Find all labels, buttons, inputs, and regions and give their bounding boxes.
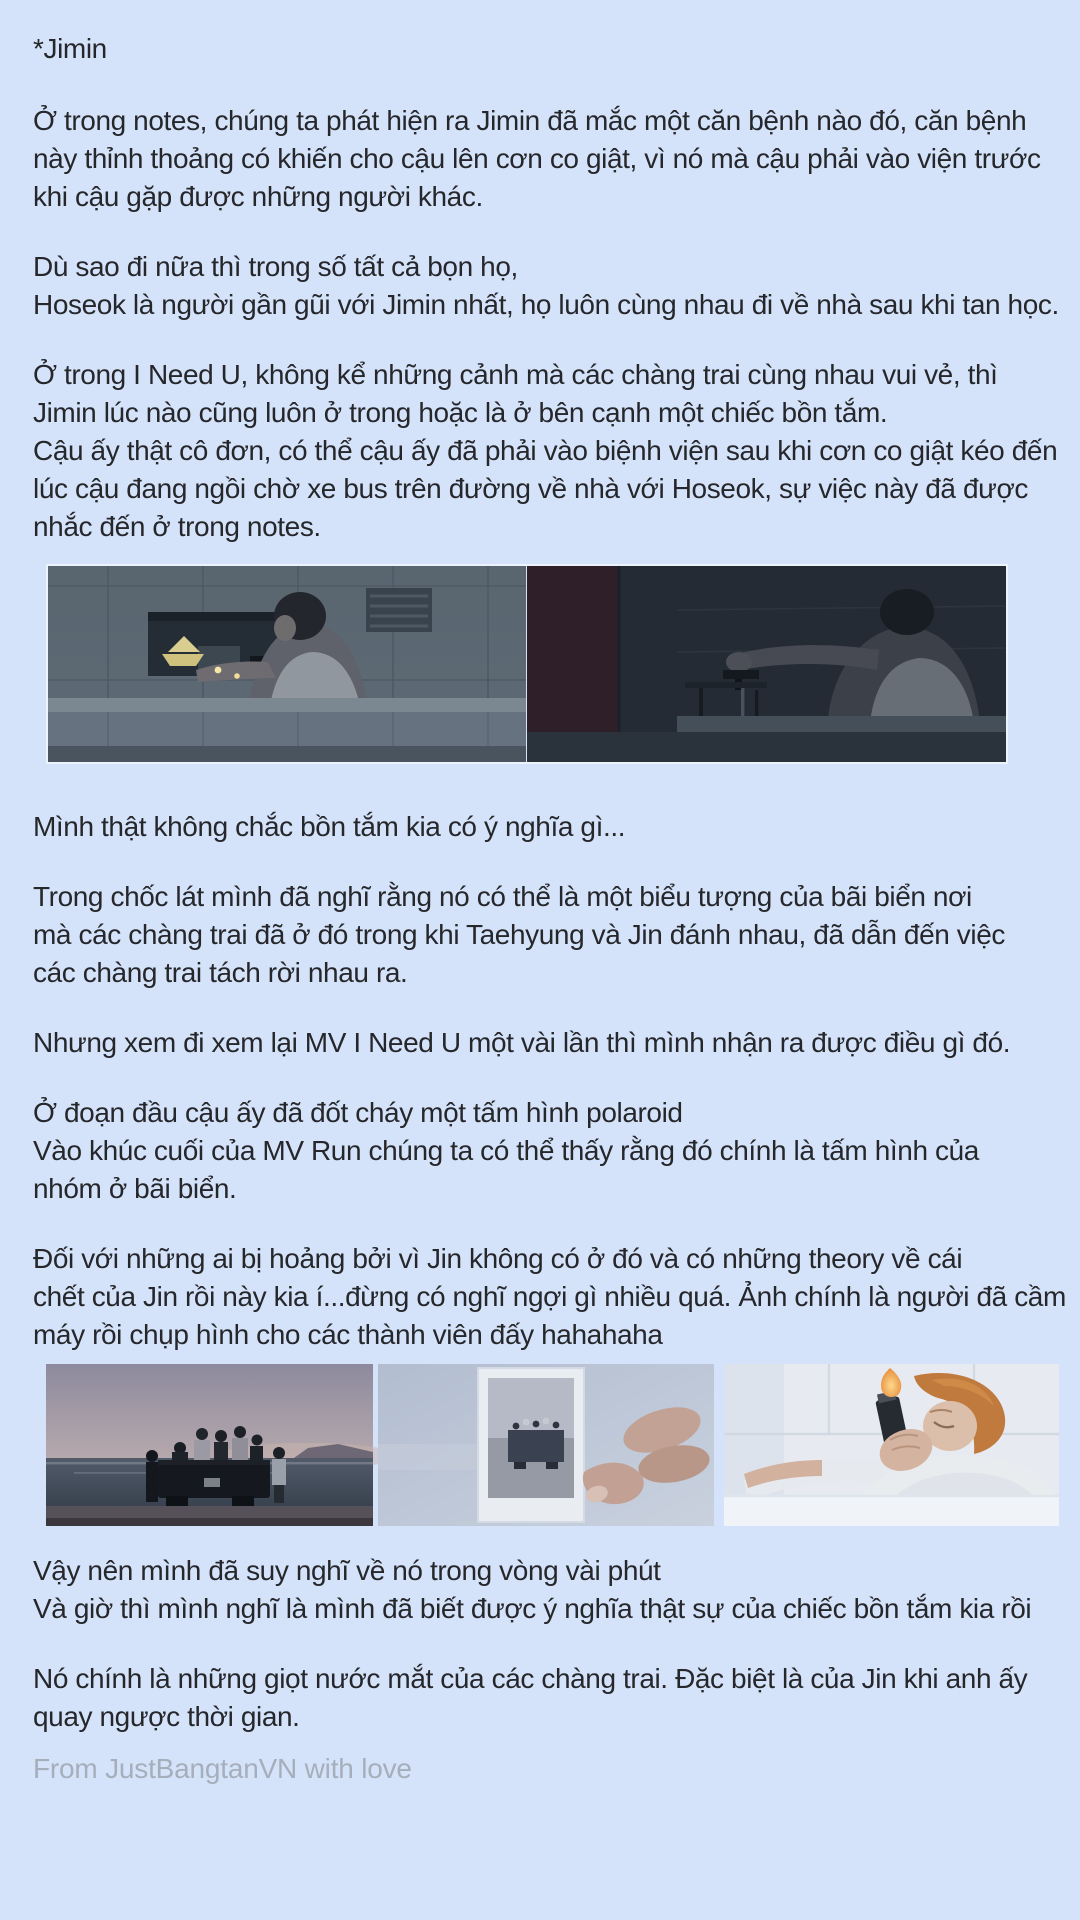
paragraph-line: Vào khúc cuối của MV Run chúng ta có thể thấy rằng đó chính là tấm hình của — [33, 1135, 979, 1166]
ineedu-bathtub-stills-image — [46, 564, 1008, 764]
paragraph-line: máy rồi chụp hình cho các thành viên đấy hahahaha — [33, 1319, 663, 1350]
credit-footer: From JustBangtanVN with love — [33, 1753, 412, 1784]
paragraph-line: Jimin lúc nào cũng luôn ở trong hoặc là ở bên cạnh một chiếc bồn tắm. — [33, 397, 888, 428]
paragraph-line: Ở đoạn đầu cậu ấy đã đốt cháy một tấm hình polaroid — [33, 1097, 683, 1128]
paragraph-line: nhóm ở bãi biển. — [33, 1173, 237, 1204]
paragraph-line: Cậu ấy thật cô đơn, có thể cậu ấy đã phải vào biệnh viện sau khi cơn co giật kéo đến — [33, 435, 1058, 466]
paragraph-line: Nó chính là những giọt nước mắt của các chàng trai. Đặc biệt là của Jin khi anh ấy — [33, 1663, 1028, 1694]
paragraph — [33, 1094, 1066, 1208]
paragraph-line: Hoseok là người gần gũi với Jimin nhất, họ luôn cùng nhau đi về nhà sau khi tan học. — [33, 289, 1059, 320]
truck-on-beach-still — [46, 1364, 398, 1526]
run-polaroid-stills-image — [46, 1364, 1059, 1526]
paragraph-line: Trong chốc lát mình đã nghĩ rằng nó có thể là một biểu tượng của bãi biển nơi — [33, 881, 972, 912]
paragraph — [33, 1660, 1066, 1736]
paragraph — [33, 1240, 1066, 1354]
paragraph — [33, 878, 1066, 992]
jimin-bathtub-candles-still — [48, 566, 526, 762]
paragraph-line: Và giờ thì mình nghĩ là mình đã biết được ý nghĩa thật sự của chiếc bồn tắm kia rồi — [33, 1593, 1032, 1624]
paragraph-line: Vậy nên mình đã suy nghĩ về nó trong vòng vài phút — [33, 1555, 661, 1586]
paragraph-line: Mình thật không chắc bồn tắm kia có ý nghĩa gì... — [33, 811, 626, 842]
paragraph — [33, 356, 1066, 546]
paragraph-line: mà các chàng trai đã ở đó trong khi Taehyung và Jin đánh nhau, đã dẫn đến việc — [33, 919, 1005, 950]
paragraph-line: này thỉnh thoảng có khiến cho cậu lên cơn co giật, vì nó mà cậu phải vào viện trước — [33, 143, 1041, 174]
paragraph — [33, 102, 1066, 216]
paragraph-line: Đối với những ai bị hoảng bởi vì Jin không có ở đó và có những theory về cái — [33, 1243, 963, 1274]
paragraph-line: các chàng trai tách rời nhau ra. — [33, 957, 408, 988]
jimin-bathtub-faucet-still — [527, 566, 1006, 762]
paragraph-line: lúc cậu đang ngồi chờ xe bus trên đường về nhà với Hoseok, sự việc này đã được — [33, 473, 1029, 504]
paragraph-line: Nhưng xem đi xem lại MV I Need U một vài lần thì mình nhận ra được điều gì đó. — [33, 1027, 1011, 1058]
page-title: *Jimin — [33, 33, 107, 64]
paragraph-line: chết của Jin rồi này kia í...đừng có nghĩ ngợi gì nhiều quá. Ảnh chính là người đã cầm — [33, 1281, 1066, 1312]
hand-holding-polaroid-still — [378, 1364, 714, 1526]
jimin-burning-polaroid-still — [724, 1364, 1059, 1526]
paragraph — [33, 248, 1066, 324]
paragraph-line: Ở trong I Need U, không kể những cảnh mà các chàng trai cùng nhau vui vẻ, thì — [33, 359, 998, 390]
paragraph-line: nhắc đến ở trong notes. — [33, 511, 321, 542]
paragraph-line: khi cậu gặp được những người khác. — [33, 181, 483, 212]
paragraph-line: quay ngược thời gian. — [33, 1701, 300, 1732]
paragraph — [33, 1552, 1066, 1628]
paragraph — [33, 1024, 1066, 1062]
paragraph-line: Dù sao đi nữa thì trong số tất cả bọn họ, — [33, 251, 518, 282]
paragraph-line: Ở trong notes, chúng ta phát hiện ra Jimin đã mắc một căn bệnh nào đó, căn bệnh — [33, 105, 1027, 136]
paragraph — [33, 808, 1066, 846]
